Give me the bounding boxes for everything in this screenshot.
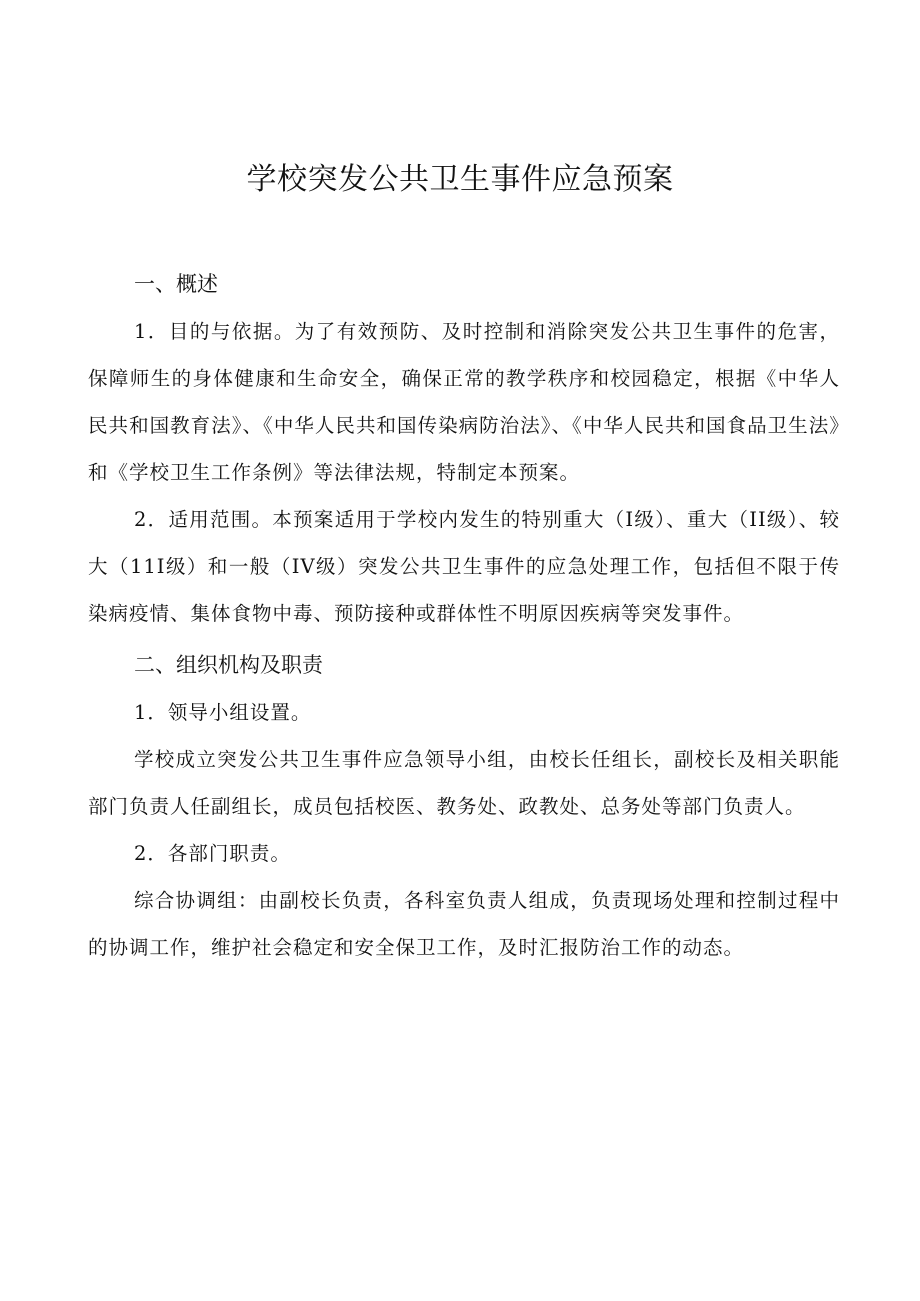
- paragraph: 2．适用范围。本预案适用于学校内发生的特别重大（I级）、重大（II级）、较大（11I级）和一般（IV级）突发公共卫生事件的应急处理工作，包括但不限于传染病疫情、集体食物中毒、预防接种或群体性不明原因疾病等突发事件。: [88, 508, 840, 625]
- section-heading: 二、组织机构及职责: [134, 653, 323, 677]
- paragraph: 综合协调组：由副校长负责，各科室负责人组成，负责现场处理和控制过程中的协调工作，维护社会稳定和安全保卫工作，及时汇报防治工作的动态。: [88, 889, 840, 959]
- paragraph: 学校成立突发公共卫生事件应急领导小组，由校长任组长，副校长及相关职能部门负责人任副组长，成员包括校医、教务处、政教处、总务处等部门负责人。: [88, 748, 840, 818]
- paragraph: 1．目的与依据。为了有效预防、及时控制和消除突发公共卫生事件的危害，保障师生的身体健康和生命安全，确保正常的教学秩序和校园稳定，根据《中华人民共和国教育法》、《中华人民共和国传染病防治法》、《中华人民共和国食品卫生法》和《学校卫生工作条例》等法律法规，特制定本预案。: [88, 320, 840, 484]
- document-body: [88, 260, 840, 971]
- section-heading: 一、概述: [134, 272, 218, 296]
- page-title: 学校突发公共卫生事件应急预案: [246, 162, 674, 197]
- section-overview: [88, 260, 840, 637]
- paragraph: 2．各部门职责。: [134, 842, 291, 865]
- section-organization: [88, 641, 840, 971]
- paragraph: 1．领导小组设置。: [134, 701, 312, 724]
